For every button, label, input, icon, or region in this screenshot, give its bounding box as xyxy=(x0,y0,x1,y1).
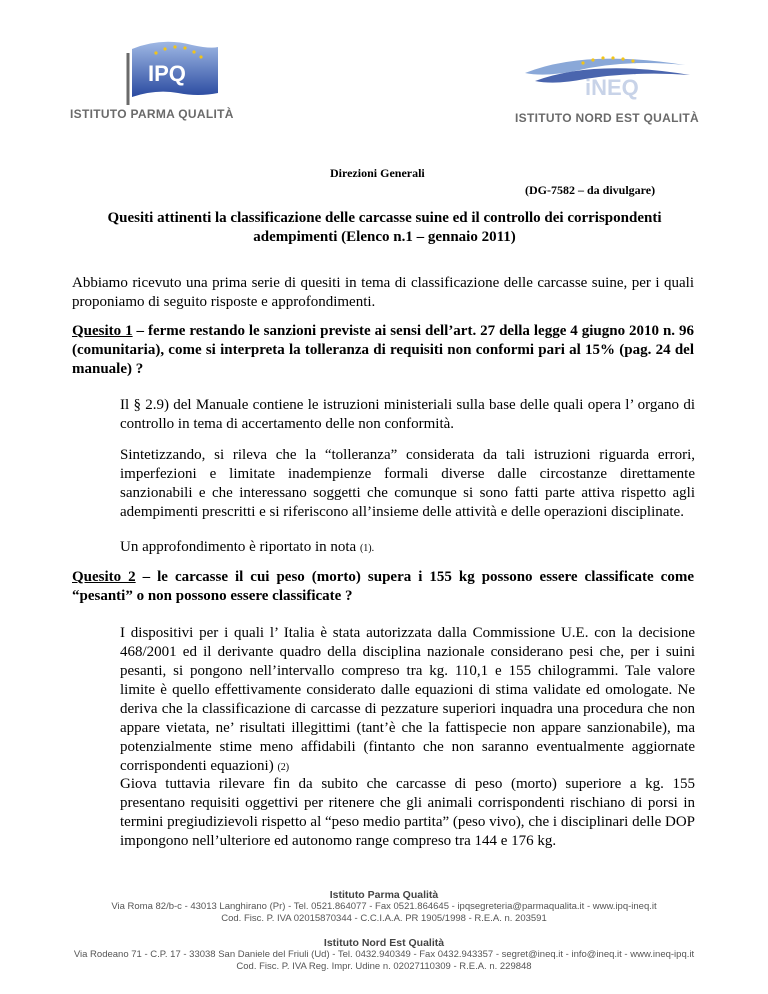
footer-ipq-address: Via Roma 82/b-c - 43013 Langhirano (Pr) - Tel. 0521.864077 - Fax 0521.864645 - ipqsegreteria@parmaqualita.it - www.ipq-ineq.it xyxy=(111,901,657,912)
title-line-1: Quesiti attinenti la classificazione delle carcasse suine ed il controllo dei corrispondenti xyxy=(107,210,662,226)
question-2 xyxy=(72,568,694,606)
answer-1-note-text: Un approfondimento è riportato in nota xyxy=(120,539,360,555)
footer-ipq-registry: Cod. Fisc. P. IVA 02015870344 - C.C.I.A.A. PR 1905/1998 - R.E.A. n. 203591 xyxy=(221,913,547,924)
footer-ipq-name: Istituto Parma Qualità xyxy=(329,889,439,901)
answer-2-text: I dispositivi per i quali l’ Italia è stata autorizzata dalla Commissione U.E. con la decisione 468/2001 ed il derivante quadro della disciplina nazionale considerano pesi che, per i suini pesanti, si pongono nell’intervallo compreso tra kg. 110,1 e 155 chilogrammi. Tale valore limite è quello effettivamente considerato dalle equazioni di stima validate ed omologate. Ne deriva che la classificazione di carcasse di pezzature superiori inquadra una procedura che non appare vietata, ne’ risultati illegittimi (tant’è che la fattispecie non appare sanzionabile), ma potenzialmente stime meno affidabili (fintanto che non saranno eventualmente aggiornate corrispondenti equazioni) xyxy=(120,625,695,774)
footer-ineq-name: Istituto Nord Est Qualità xyxy=(323,937,445,949)
department-label: Direzioni Generali xyxy=(330,166,425,180)
answer-2-paragraph-1 xyxy=(120,624,695,777)
title-line-2: adempimenti (Elenco n.1 – gennaio 2011) xyxy=(253,229,516,245)
ipq-logo xyxy=(70,35,290,125)
question-2-label: Quesito 2 xyxy=(72,569,136,585)
footer-ipq xyxy=(0,889,768,925)
ipq-logo-name: ISTITUTO PARMA QUALITÀ xyxy=(70,107,234,121)
answer-1-paragraph-3 xyxy=(120,538,695,558)
intro-paragraph: Abbiamo ricevuto una prima serie di quesiti in tema di classificazione delle carcasse suine, per i quali proponiamo di seguito risposte e approfondimenti. xyxy=(72,275,694,310)
svg-text:IPQ: IPQ xyxy=(148,61,186,86)
answer-1-paragraph-2: Sintetizzando, si rileva che la “tolleranza” considerata da tali istruzioni riguarda errori, imperfezioni e limitate inadempienze formali diverse dalle circostanze direttamente sanzionabili e che interessano soggetti che comunque si sono fatti parte attiva rispetto agli adempimenti prescritti e si riferiscono all’insieme delle attività e delle operazioni disciplinate. xyxy=(120,447,695,520)
ipq-flag-icon xyxy=(70,35,290,110)
question-2-text: – le carcasse il cui peso (morto) supera i 155 kg possono essere classificate come “pesanti” o non possono essere classificate ? xyxy=(72,569,694,604)
ineq-swoosh-icon xyxy=(515,45,705,105)
svg-text:iNEQ: iNEQ xyxy=(585,75,639,100)
footnote-ref-2: (2) xyxy=(277,762,290,773)
question-1-text: – ferme restando le sanzioni previste ai sensi dell’art. 27 della legge 4 giugno 2010 n. 96 (comunitaria), come si interpreta la tolleranza di requisiti non conformi pari al 15% (pag. 24 del manuale) ? xyxy=(72,323,694,377)
document-code: (DG-7582 – da divulgare) xyxy=(525,183,656,197)
footer-ineq xyxy=(0,937,768,973)
footer-ineq-registry: Cod. Fisc. P. IVA Reg. Impr. Udine n. 02027110309 - R.E.A. n. 229848 xyxy=(236,961,532,972)
document-title xyxy=(72,209,697,247)
ineq-logo-name: ISTITUTO NORD EST QUALITÀ xyxy=(515,111,699,125)
question-1-label: Quesito 1 xyxy=(72,323,133,339)
question-1 xyxy=(72,322,694,379)
ineq-logo xyxy=(515,45,705,130)
footnote-ref-1: (1). xyxy=(359,543,375,554)
footer-ineq-address: Via Rodeano 71 - C.P. 17 - 33038 San Daniele del Friuli (Ud) - Tel. 0432.940349 - Fax 0432.943357 - segret@ineq.it - info@ineq.it - www.ineq-ipq.it xyxy=(73,949,695,960)
answer-1-paragraph-1: Il § 2.9) del Manuale contiene le istruzioni ministeriali sulla base delle quali opera l’ organo di controllo in tema di accertamento delle non conformità. xyxy=(120,397,695,432)
answer-2-paragraph-2: Giova tuttavia rilevare fin da subito che carcasse di peso (morto) superiore a kg. 155 presentano requisiti oggettivi per ritenere che gli animali corrispondenti rischiano di porsi in termini pregiudizievoli rispetto al “peso medio partita” (peso vivo), che i disciplinari delle DOP impongono nell’ulteriore ed autonomo range compreso tra 144 e 176 kg. xyxy=(120,776,695,849)
